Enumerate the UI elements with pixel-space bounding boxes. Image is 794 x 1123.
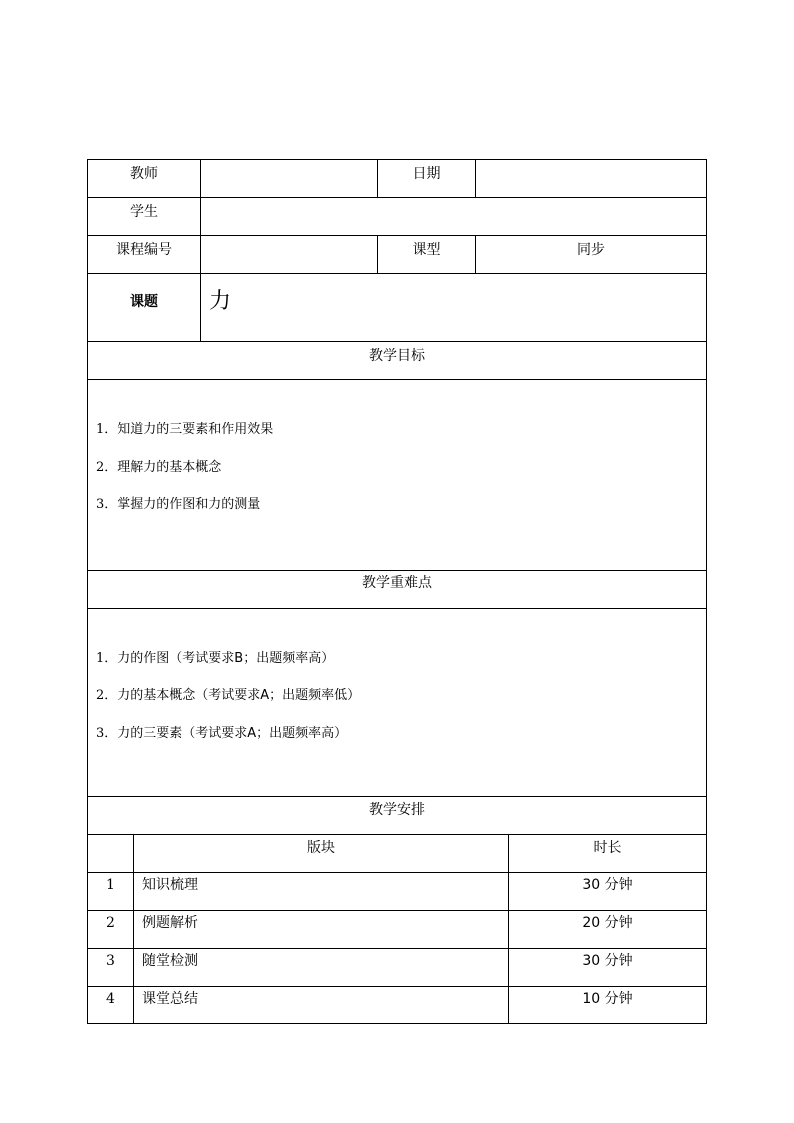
class-type-value-cell (476, 236, 706, 273)
list-text: 知道力的三要素和作用效果 (117, 422, 274, 437)
row-duration: 10 分钟 (582, 991, 633, 1007)
date-label: 日期 (412, 166, 441, 182)
duration-column-header: 时长 (593, 840, 622, 856)
row-duration-cell (509, 949, 706, 986)
class-type-label: 课型 (412, 242, 441, 258)
row-duration: 30 分钟 (582, 877, 633, 893)
table-row (88, 873, 706, 911)
list-index: 3． (96, 497, 118, 512)
teacher-label: 教师 (130, 166, 158, 182)
list-item (96, 688, 360, 704)
objectives-heading: 教学目标 (369, 348, 425, 364)
section-column-header: 版块 (307, 840, 335, 856)
table-row (88, 987, 706, 1024)
row-section: 随堂检测 (142, 953, 198, 969)
row-duration-cell (509, 873, 706, 910)
topic-value-cell (201, 274, 706, 341)
list-text: 力的作图（考试要求B；出题频率高） (117, 651, 335, 666)
row-section-cell (134, 873, 509, 910)
objectives-heading-row (88, 342, 706, 380)
topic-value: 力 (209, 289, 232, 314)
list-item (96, 651, 334, 667)
student-row (88, 198, 706, 236)
row-number-cell (88, 949, 134, 986)
course-row (88, 236, 706, 274)
row-number-cell (88, 911, 134, 948)
row-section: 例题解析 (142, 915, 198, 931)
objectives-content (88, 380, 706, 571)
row-section-cell (134, 911, 509, 948)
course-no-label-cell (88, 236, 201, 273)
schedule-heading-row (88, 797, 706, 835)
row-number: 3 (106, 953, 115, 969)
row-section: 知识梳理 (142, 877, 198, 893)
list-item (96, 422, 273, 438)
schedule-heading: 教学安排 (369, 802, 425, 818)
row-number: 1 (106, 877, 115, 893)
list-index: 3． (96, 726, 118, 741)
row-number: 4 (106, 991, 115, 1007)
row-section: 课堂总结 (142, 991, 198, 1007)
keypoints-heading: 教学重难点 (362, 575, 432, 591)
keypoints-heading-row (88, 571, 706, 609)
row-duration-cell (509, 911, 706, 948)
topic-label: 课题 (130, 294, 158, 310)
keypoints-content (88, 609, 706, 797)
table-row (88, 949, 706, 987)
list-index: 1． (96, 422, 118, 437)
course-no-label: 课程编号 (116, 242, 172, 258)
class-type-label-cell (378, 236, 476, 273)
course-no-value-cell (201, 236, 378, 273)
topic-label-cell (88, 274, 201, 341)
schedule-section-header-cell (134, 835, 509, 872)
teacher-label-cell (88, 160, 201, 197)
student-value-cell (201, 198, 706, 235)
list-text: 力的基本概念（考试要求A；出题频率低） (117, 688, 361, 703)
row-section-cell (134, 949, 509, 986)
date-label-cell (378, 160, 476, 197)
schedule-header-row (88, 835, 706, 873)
list-item (96, 460, 221, 476)
lesson-plan-table (87, 159, 707, 1024)
row-duration: 20 分钟 (582, 915, 633, 931)
schedule-duration-header-cell (509, 835, 706, 872)
teacher-value-cell (201, 160, 378, 197)
list-index: 2． (96, 688, 118, 703)
date-value-cell (476, 160, 706, 197)
topic-row (88, 274, 706, 342)
row-section-cell (134, 987, 509, 1024)
list-index: 2． (96, 460, 118, 475)
row-duration-cell (509, 987, 706, 1024)
list-text: 理解力的基本概念 (117, 460, 222, 475)
schedule-no-header-cell (88, 835, 134, 872)
student-label: 学生 (130, 204, 158, 220)
student-label-cell (88, 198, 201, 235)
list-text: 掌握力的作图和力的测量 (117, 497, 261, 512)
list-item (96, 726, 347, 742)
row-number-cell (88, 987, 134, 1024)
teacher-date-row (88, 160, 706, 198)
row-duration: 30 分钟 (582, 953, 633, 969)
table-row (88, 911, 706, 949)
list-item (96, 497, 260, 513)
class-type-value: 同步 (577, 242, 605, 258)
list-text: 力的三要素（考试要求A；出题频率高） (117, 726, 348, 741)
list-index: 1． (96, 651, 118, 666)
row-number-cell (88, 873, 134, 910)
row-number: 2 (106, 915, 115, 931)
